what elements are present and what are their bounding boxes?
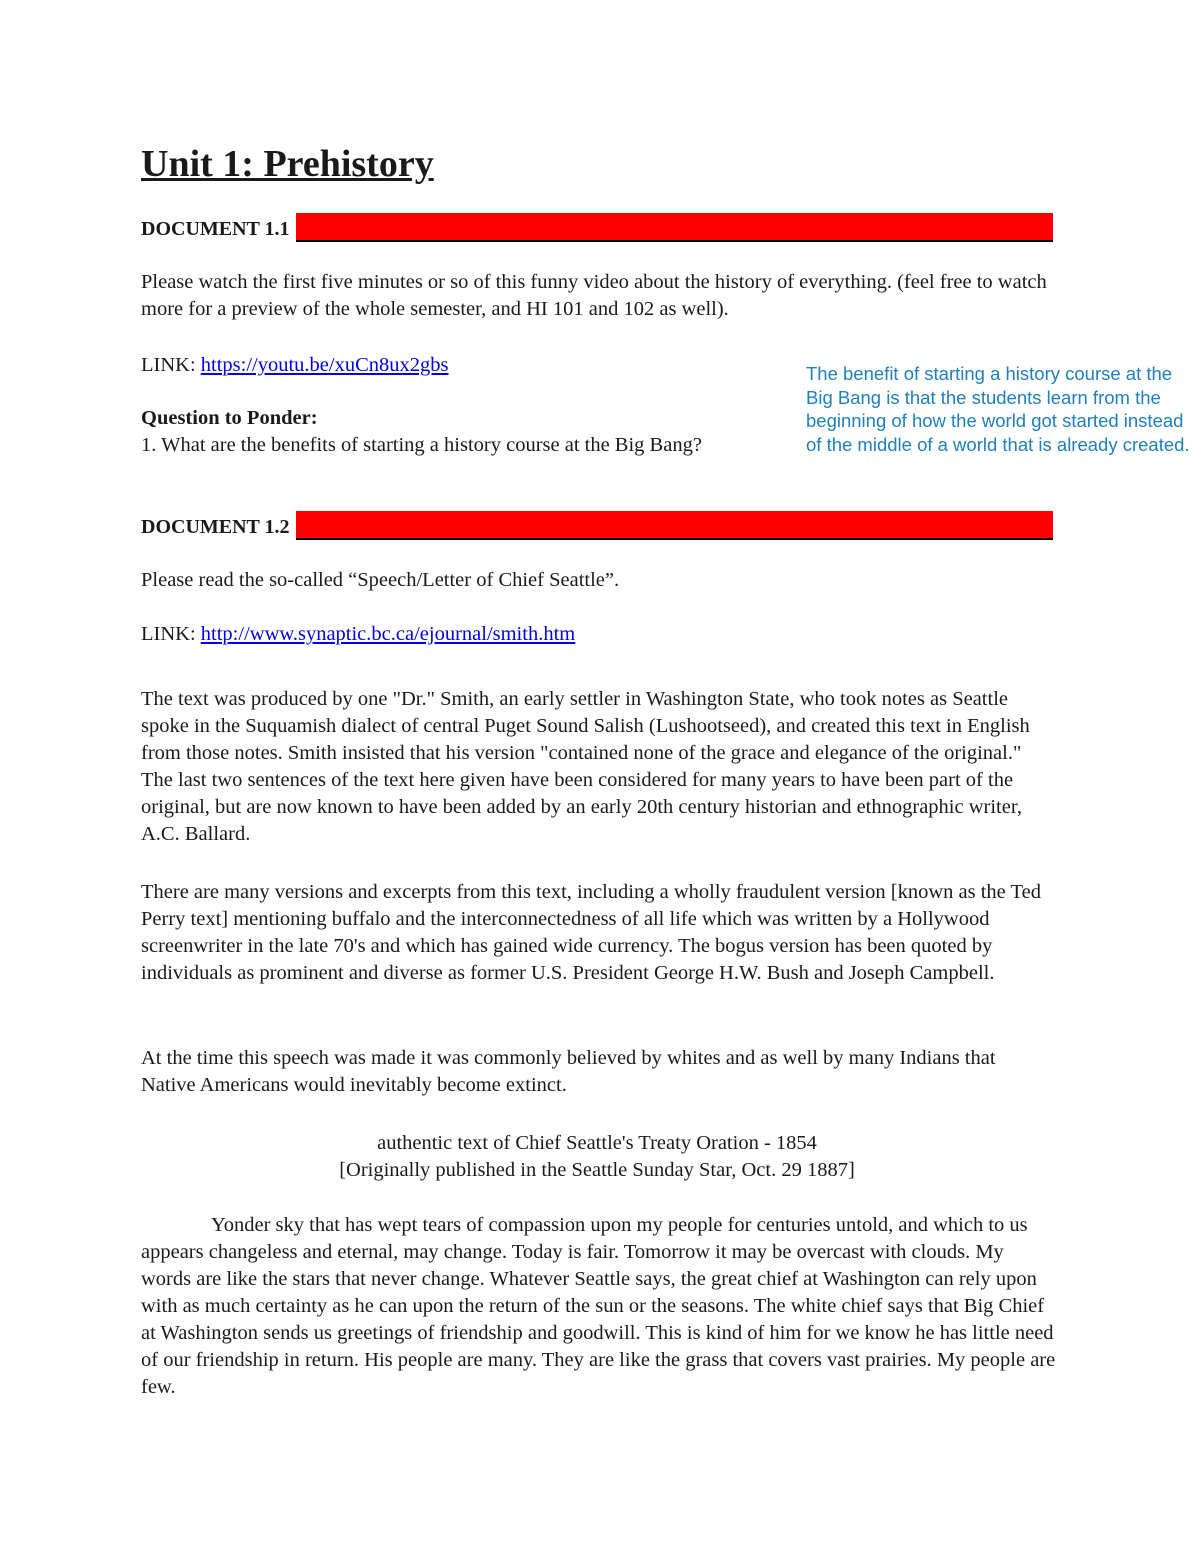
link-prefix: LINK: (141, 354, 201, 376)
document-1-2-heading (141, 510, 1053, 540)
speech-paragraph: Yonder sky that has wept tears of compassion upon my people for centuries untold, and which to us appears changeless and eternal, may change. Today is fair. Tomorrow it may be overcast with clouds. My words are like the stars that never change. Whatever Seattle says, the great chief at Washington can rely upon with as much certainty as he can upon the return of the sun or the seasons. The white chief says that Big Chief at Washington sends us greetings of friendship and goodwill. This is kind of him for we know he has little need of our friendship in return. His people are many. They are like the grass that covers vast prairies. My people are few. (141, 1214, 1056, 1398)
link-prefix: LINK: (141, 623, 201, 645)
document-1-1-red-bar (296, 213, 1053, 242)
question-heading: Question to Ponder: (141, 407, 318, 429)
document-1-1-heading (141, 212, 1053, 242)
speech-title-line: authentic text of Chief Seattle's Treaty Oration - 1854 (377, 1132, 817, 1154)
document-1-1-label: DOCUMENT 1.1 (141, 218, 290, 240)
video-link[interactable]: https://youtu.be/xuCn8ux2gbs (200, 354, 449, 376)
answer-text: The benefit of starting a history course at the Big Bang is that the students learn from the beginning of how the world got started instead of the middle of a world that is already created. (806, 363, 1190, 455)
article-link[interactable]: http://www.synaptic.bc.ca/ejournal/smith.htm (200, 623, 576, 645)
document-1-2-red-bar (296, 511, 1053, 540)
document-1-2-instructions: Please read the so-called “Speech/Letter of Chief Seattle”. (141, 569, 620, 591)
question-1: 1. What are the benefits of starting a history course at the Big Bang? (141, 434, 702, 456)
speech-source-line: [Originally published in the Seattle Sunday Star, Oct. 29 1887] (339, 1159, 855, 1181)
document-1-2-link-line (141, 621, 1071, 648)
page-title: Unit 1: Prehistory (141, 143, 434, 185)
intro-paragraph-3: At the time this speech was made it was commonly believed by whites and as well by many Indians that Native Americans would inevitably become extinct. (141, 1047, 996, 1096)
intro-paragraph-2: There are many versions and excerpts from this text, including a wholly fraudulent version [known as the Ted Perry text] mentioning buffalo and the interconnectedness of all life which was written by a Hollywood screenwriter in the late 70's and which has gained wide currency. The bogus version has been quoted by individuals as prominent and diverse as former U.S. President George H.W. Bush and Joseph Campbell. (141, 881, 1041, 984)
intro-paragraph-1: The text was produced by one "Dr." Smith, an early settler in Washington State, who took notes as Seattle spoke in the Suquamish dialect of central Puget Sound Salish (Lushootseed), and created this text in English from those notes. Smith insisted that his version "contained none of the grace and elegance of the original." The last two sentences of the text here given have been considered for many years to have been part of the original, but are now known to have been added by an early 20th century historian and ethnographic writer, A.C. Ballard. (141, 688, 1030, 845)
document-1-1-instructions: Please watch the first five minutes or so of this funny video about the history of everything. (feel free to watch more for a preview of the whole semester, and HI 101 and 102 as well). (141, 271, 1047, 320)
document-1-2-label: DOCUMENT 1.2 (141, 516, 290, 538)
